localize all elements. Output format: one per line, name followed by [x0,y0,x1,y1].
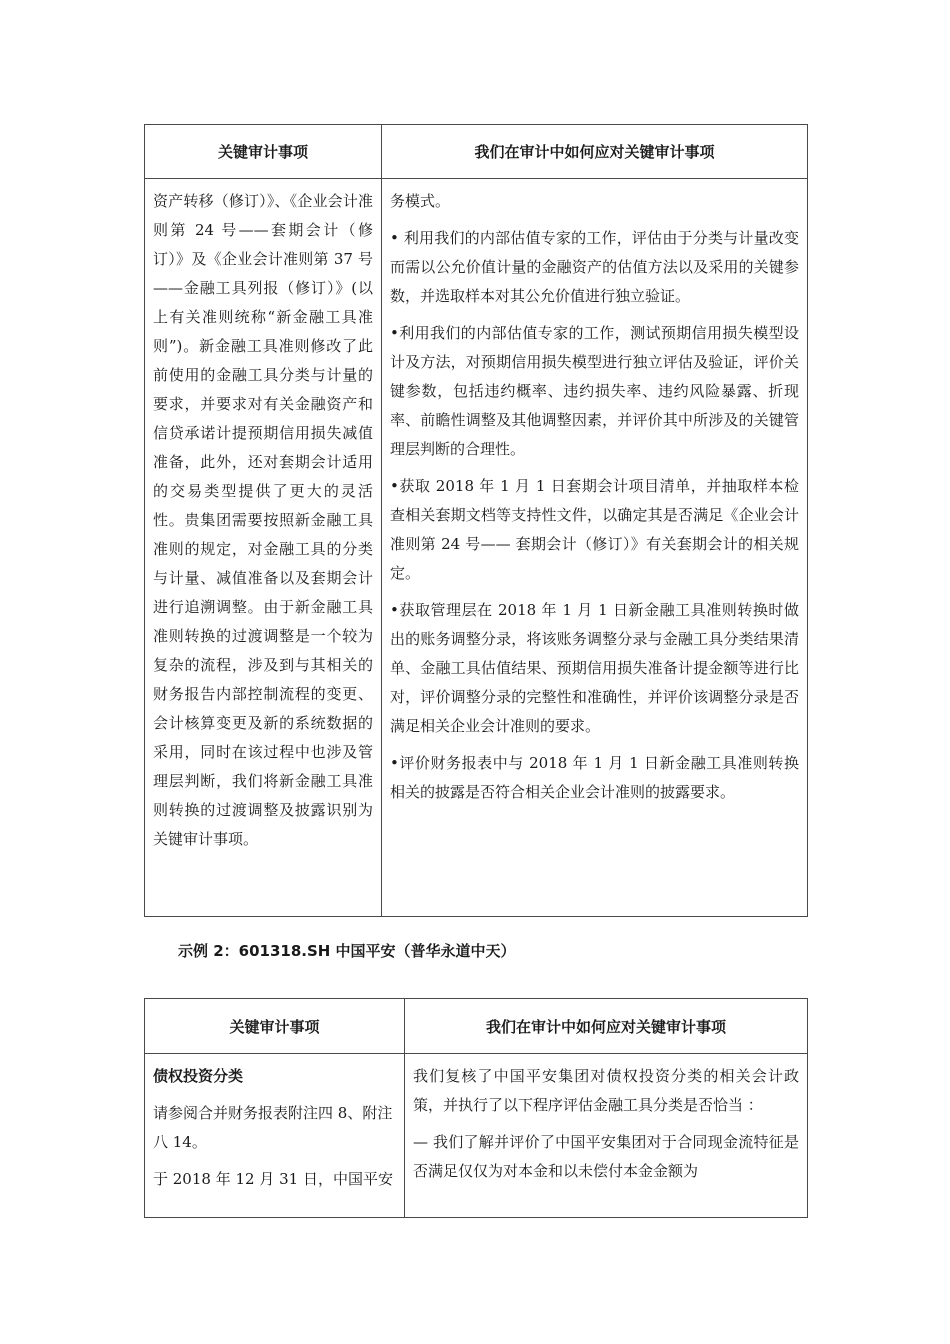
table1-header-left: 关键审计事项 [145,125,382,179]
table2-header-left: 关键审计事项 [145,999,405,1054]
example-caption: 示例 2：601318.SH 中国平安（普华永道中天） [178,942,516,960]
key-audit-matters-table-1 [144,124,808,917]
table2-right-cell [405,1054,808,1218]
table1-left-text: 资产转移（修订）》、《企业会计准则第 24 号——套期会计（修订）》及《企业会计准则第 37 号——金融工具列报（修订）》(以上有关准则统称“新金融工具准则”)。新金融工具准则修改了此前使用的金融工具分类与计量的要求，并要求对有关金融资产和信贷承诺计提预期信用损失减值准备，此外，还对套期会计适用的交易类型提供了更大的灵活性。贵集团需要按照新金融工具准则的规定，对金融工具的分类与计量、减值准备以及套期会计进行追溯调整。由于新金融工具准则转换的过渡调整是一个较为复杂的流程，涉及到与其相关的财务报告内部控制流程的变更、会计核算变更及新的系统数据的采用，同时在该过程中也涉及管理层判断，我们将新金融工具准则转换的过渡调整及披露识别为关键审计事项。 [153,192,373,848]
table1-right-paragraph: 务模式。 [390,192,451,210]
key-audit-matters-table-2 [144,998,808,1218]
table1-left-cell [145,179,382,917]
table1-right-paragraph: • 利用我们的内部估值专家的工作，评估由于分类与计量改变而需以公允价值计量的金融资产的估值方法以及采用的关键参数，并选取样本对其公允价值进行独立验证。 [390,229,799,305]
table1-right-paragraph: •评价财务报表中与 2018 年 1 月 1 日新金融工具准则转换相关的披露是否符合相关企业会计准则的披露要求。 [390,754,799,801]
table1-right-cell [382,179,808,917]
table1-right-paragraph: •利用我们的内部估值专家的工作，测试预期信用损失模型设计及方法，对预期信用损失模型进行独立评估及验证，评价关键参数，包括违约概率、违约损失率、违约风险暴露、折现率、前瞻性调整及其他调整因素，并评价其中所涉及的关键管理层判断的合理性。 [390,324,799,458]
table1-header-right: 我们在审计中如何应对关键审计事项 [382,125,808,179]
table2-left-paragraph: 于 2018 年 12 月 31 日，中国平安 [153,1170,393,1188]
table1-right-paragraph: •获取 2018 年 1 月 1 日套期会计项目清单，并抽取样本检查相关套期文档等支持性文件，以确定其是否满足《企业会计准则第 24 号—— 套期会计（修订）》有关套期会计的相关规定。 [390,477,799,582]
table2-right-paragraph: 我们复核了中国平安集团对债权投资分类的相关会计政策，并执行了以下程序评估金融工具分类是否恰当 ： [413,1067,799,1114]
table2-left-paragraph: 请参阅合并财务报表附注四 8、附注八 14。 [153,1104,393,1151]
table2-left-cell [145,1054,405,1218]
table2-header-right: 我们在审计中如何应对关键审计事项 [405,999,808,1054]
table2-left-title: 债权投资分类 [153,1067,244,1085]
table1-right-paragraph: •获取管理层在 2018 年 1 月 1 日新金融工具准则转换时做出的账务调整分录，将该账务调整分录与金融工具分类结果清单、金融工具估值结果、预期信用损失准备计提金额等进行比对，评价调整分录的完整性和准确性，并评价该调整分录是否满足相关企业会计准则的要求。 [390,601,799,735]
table2-right-paragraph: — 我们了解并评价了中国平安集团对于合同现金流特征是否满足仅仅为对本金和以未偿付本金金额为 [413,1133,799,1180]
